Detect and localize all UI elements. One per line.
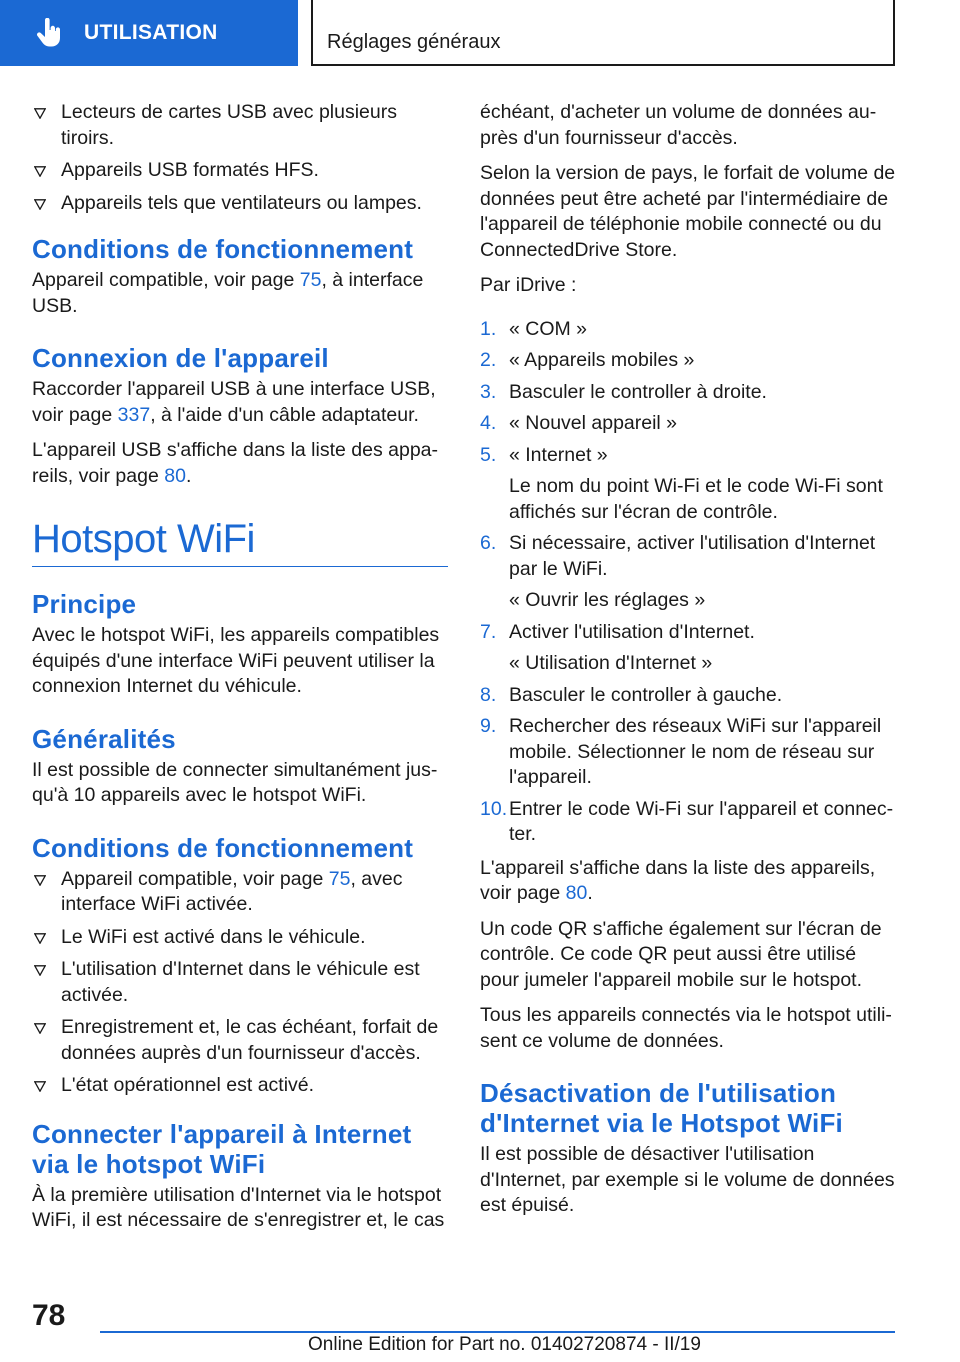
triangle-bullet-icon <box>34 199 46 210</box>
paragraph: Tous les appareils connectés via le hotspot utilisent ce volume de données. <box>480 1004 892 1052</box>
list-item: Enregistrement et, le cas échéant, forfait de données auprès d'un fournisseur d'accès. <box>32 1015 448 1066</box>
triangle-bullet-icon <box>34 108 46 119</box>
paragraph: Il est possible de connecter simultanément jusqu'à 10 appareils avec le hotspot WiFi. <box>32 758 438 806</box>
list-item: 10. Entrer le code Wi-Fi sur l'appareil et connecter. <box>480 797 894 845</box>
heading-conditions: Conditions de fonctionnement <box>32 234 414 264</box>
paragraph: Selon la version de pays, le forfait de volume de données peut être acheté par l'intermédiaire de l'appareil de téléphonie mobile connecté ou du ConnectedDrive Store. <box>480 162 896 261</box>
page-link[interactable]: 80 <box>565 882 588 904</box>
heading-desactivation: Désactivation de l'utilisation d'Internet via le Hotspot WiFi <box>480 1078 843 1138</box>
page-link[interactable]: 80 <box>164 464 186 487</box>
list-item: Appareils USB formatés HFS. <box>32 158 448 184</box>
conditions-list <box>32 867 448 1099</box>
chapter-frame <box>311 0 895 66</box>
list-item: Appareils tels que ventilateurs ou lampes. <box>32 191 448 217</box>
step-number: 1. <box>480 317 497 340</box>
list-item: Lecteurs de cartes USB avec plusieurs tiroirs. <box>32 100 448 151</box>
heading-hotspot-wifi: Hotspot WiFi <box>32 515 448 567</box>
heading-generalites: Généralités <box>32 723 176 754</box>
list-item: 3. Basculer le controller à droite. <box>480 380 898 406</box>
triangle-bullet-icon <box>34 166 46 177</box>
triangle-bullet-icon <box>34 1081 46 1092</box>
left-column <box>32 100 448 1244</box>
page-link[interactable]: 337 <box>117 403 151 426</box>
step-number: 7. <box>480 620 497 643</box>
triangle-bullet-icon <box>34 965 46 976</box>
usb-exclusion-list <box>32 100 448 216</box>
list-item: 5. « Internet » Le nom du point Wi-Fi et le code Wi-Fi sont affichés sur l'écran de contrôle. <box>480 443 898 526</box>
footer-divider <box>100 1331 895 1333</box>
triangle-bullet-icon <box>34 933 46 944</box>
paragraph: échéant, d'acheter un volume de données auprès d'un fournisseur d'accès. <box>480 101 877 149</box>
list-item: L'utilisation d'Internet dans le véhicule est activée. <box>32 957 448 1008</box>
list-item: 6. Si nécessaire, activer l'utilisation d'Internet par le WiFi. « Ouvrir les réglages » <box>480 531 898 614</box>
heading-connecter: Connecter l'appareil à Internet via le hotspot WiFi <box>32 1118 412 1179</box>
paragraph: L'appareil s'affiche dans la liste des appareils, voir page 80. <box>480 856 876 904</box>
list-item: 2. « Appareils mobiles » <box>480 348 898 374</box>
step-note: « Utilisation d'Internet » <box>509 652 713 674</box>
triangle-bullet-icon <box>34 875 46 886</box>
step-number: 8. <box>480 683 497 706</box>
idrive-steps <box>480 317 898 848</box>
list-item: 7. Activer l'utilisation d'Internet. « Utilisation d'Internet » <box>480 620 898 677</box>
edition-text: Online Edition for Part no. 01402720874 - II/19 <box>308 1334 701 1355</box>
list-item: L'état opérationnel est activé. <box>32 1073 448 1099</box>
paragraph: L'appareil USB s'affiche dans la liste des appareils, voir page 80. <box>32 439 439 487</box>
page-link[interactable]: 75 <box>299 269 322 291</box>
step-number: 3. <box>480 380 497 403</box>
paragraph: Appareil compatible, voir page 75, à interface USB. <box>32 269 424 317</box>
list-item: 1. « COM » <box>480 317 898 343</box>
section-tab <box>0 0 298 66</box>
step-number: 9. <box>480 715 497 737</box>
page-link[interactable]: 75 <box>328 867 351 890</box>
step-number: 2. <box>480 349 497 371</box>
list-item: Le WiFi est activé dans le véhicule. <box>32 925 448 951</box>
step-note: « Ouvrir les réglages » <box>509 589 706 611</box>
chapter-title: Réglages généraux <box>327 31 501 53</box>
triangle-bullet-icon <box>34 1023 46 1034</box>
paragraph: Avec le hotspot WiFi, les appareils compatibles équipés d'une interface WiFi peuvent utiliser la connexion Internet du véhicule. <box>32 624 440 697</box>
page-header <box>0 0 960 66</box>
page-number: 78 <box>32 1299 66 1332</box>
list-item: 9. Rechercher des réseaux WiFi sur l'appareil mobile. Sélectionner le nom de réseau sur l'appareil. <box>480 715 882 788</box>
step-number: 10. <box>480 797 508 820</box>
step-number: 5. <box>480 443 497 466</box>
step-number: 4. <box>480 412 497 434</box>
hand-pointer-icon <box>36 18 62 48</box>
list-item: Appareil compatible, voir page 75, avec interface WiFi activée. <box>32 867 448 918</box>
step-note: Le nom du point Wi-Fi et le code Wi-Fi sont affichés sur l'écran de contrôle. <box>509 475 883 523</box>
list-item: 4. « Nouvel appareil » <box>480 411 898 437</box>
right-column <box>480 100 898 1229</box>
heading-conditions: Conditions de fonctionnement <box>32 832 414 863</box>
paragraph: Raccorder l'appareil USB à une interface USB, voir page 337, à l'aide d'un câble adaptateur. <box>32 378 436 426</box>
paragraph: À la première utilisation d'Internet via le hotspot WiFi, il est nécessaire de s'enregistrer et, le cas <box>32 1183 445 1231</box>
heading-principe: Principe <box>32 589 137 619</box>
paragraph: Par iDrive : <box>480 274 577 296</box>
section-label: UTILISATION <box>84 21 218 44</box>
heading-connexion: Connexion de l'appareil <box>32 343 329 373</box>
step-number: 6. <box>480 532 497 554</box>
paragraph: Il est possible de désactiver l'utilisation d'Internet, par exemple si le volume de données est épuisé. <box>480 1143 895 1216</box>
list-item: 8. Basculer le controller à gauche. <box>480 683 898 709</box>
paragraph: Un code QR s'affiche également sur l'écran de contrôle. Ce code QR peut aussi être utilisé pour jumeler l'appareil mobile sur le hotspot. <box>480 917 882 991</box>
